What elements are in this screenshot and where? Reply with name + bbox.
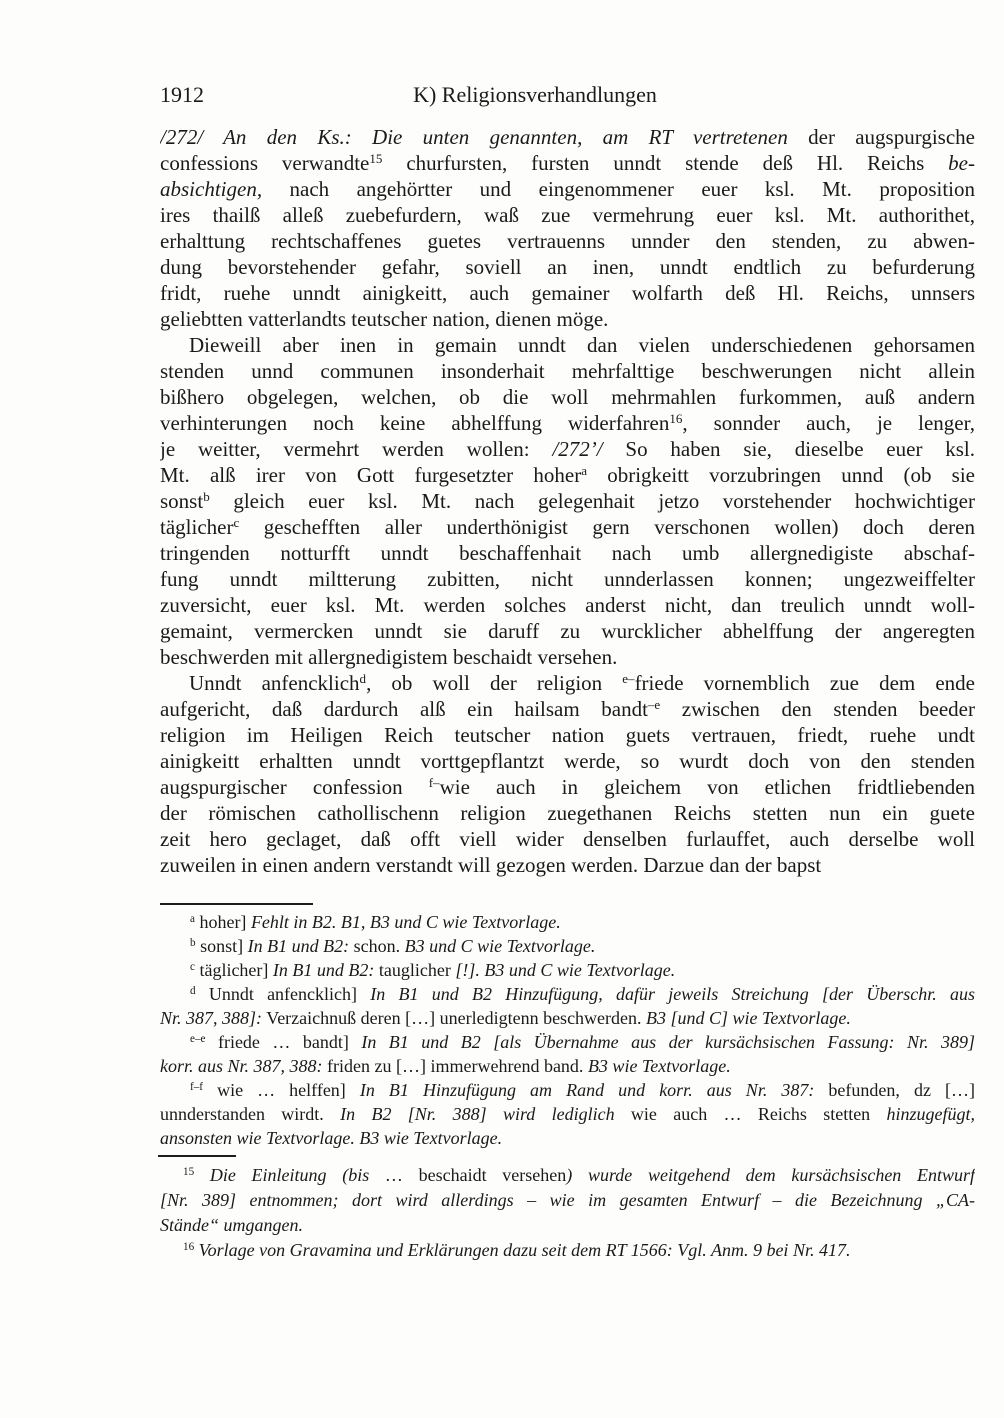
text-segment: der augspurgische	[787, 125, 975, 149]
footnote-line	[160, 1163, 975, 1188]
text-segment: unnderstanden wirdt.	[160, 1104, 341, 1124]
text-segment: , ob woll der religion	[366, 671, 623, 695]
text-segment: In B1 und B2 [als Übernahme aus der kursächsischen Fassung: Nr. 389]	[361, 1032, 975, 1052]
text-segment: zwischen den stenden beeder	[660, 697, 975, 721]
text-segment: schon.	[349, 936, 405, 956]
body-text-line	[160, 618, 975, 644]
text-segment: B3 [und C] wie Textvorlage.	[646, 1008, 851, 1028]
text-segment: Unndt anfencklich]	[195, 984, 371, 1004]
text-segment: In B1 und B2:	[247, 936, 350, 956]
text-segment: nach angehörtter und eingenommener euer ksl. Mt. proposition	[262, 177, 975, 201]
body-text-line	[160, 254, 975, 280]
text-segment: wie auch … Reichs stetten	[614, 1104, 887, 1124]
text-segment: churfursten, fursten unndt stende deß Hl. Reichs	[382, 151, 949, 175]
text-segment: wie auch in gleichem von etlichen fridtliebenden	[439, 775, 975, 799]
footnote-marker: –e	[647, 696, 661, 712]
text-segment: zeit hero geclaget, daß offt viell wider denselben furlauffet, auch derselbe woll	[160, 827, 975, 851]
text-segment: B3 wie Textvorlage.	[587, 1056, 731, 1076]
apparatus-line	[160, 1006, 975, 1030]
paragraph	[160, 124, 975, 332]
footnote-marker: 16	[183, 1240, 195, 1253]
footnote-marker: b	[203, 488, 210, 504]
footnote-marker: f–	[428, 774, 440, 790]
text-segment: der römischen cathollischenn religion zuegethanen Reichs stetten nun ein guete	[160, 801, 975, 825]
text-segment: hoher]	[194, 912, 251, 932]
text-segment: In B1 Hinzufügung am Rand und korr. aus Nr. 387:	[359, 1080, 815, 1100]
text-segment: absichtigen,	[160, 177, 263, 201]
body-text-line	[160, 514, 975, 540]
text-segment: Unndt anfencklich	[189, 671, 360, 695]
text-segment: ansonsten wie Textvorlage. B3 wie Textvorlage.	[160, 1128, 503, 1148]
apparatus-line	[160, 934, 975, 958]
text-segment: tauglicher	[374, 960, 456, 980]
text-segment: Verzaichnuß deren […] unerledigtenn beschwerden.	[262, 1008, 647, 1028]
text-segment: ainigkeitt erhaltten unndt vorttgepflantzt werde, so wurdt doch von den stenden	[160, 749, 975, 773]
text-segment: Die Einleitung (bis	[209, 1165, 370, 1185]
body-text-line	[160, 384, 975, 410]
text-segment: friede … bandt]	[205, 1032, 362, 1052]
text-segment: B3 und C wie Textvorlage.	[404, 936, 596, 956]
body-text-line	[160, 176, 975, 202]
body-text-line	[160, 306, 975, 332]
apparatus-line	[160, 1030, 975, 1054]
page-number: 1912	[160, 82, 204, 107]
text-segment: friede vornemblich zue dem ende	[634, 671, 975, 695]
body-text-line	[160, 540, 975, 566]
main-text-block	[160, 124, 975, 878]
footnote-marker: e–	[622, 670, 635, 686]
footnote-marker: b	[190, 936, 196, 949]
text-segment: Nr. 387, 388]:	[160, 1008, 263, 1028]
body-text-line	[160, 800, 975, 826]
body-text-line	[160, 358, 975, 384]
text-segment: be-	[948, 151, 975, 175]
footnote-separator-rule	[158, 1155, 236, 1157]
text-segment: ) wurde weitgehend dem kursächsischen Entwurf	[566, 1165, 975, 1185]
text-segment: korr. aus Nr. 387, 388:	[160, 1056, 323, 1076]
body-text-line	[160, 722, 975, 748]
text-segment	[194, 1165, 210, 1185]
text-segment: Fehlt in B2. B1, B3 und C wie Textvorlage.	[250, 912, 561, 932]
text-segment: religion im Heiligen Reich teutscher nation guets vertrauen, friedt, ruehe undt	[160, 723, 975, 747]
text-segment: täglicher	[160, 515, 234, 539]
footnote-marker: a	[581, 462, 587, 478]
body-text-line	[160, 670, 975, 696]
running-head: K) Religionsverhandlungen	[413, 82, 657, 107]
text-segment: befunden, dz […]	[814, 1080, 975, 1100]
footnote-marker: 16	[669, 410, 683, 426]
text-segment: confessions verwandte	[160, 151, 370, 175]
body-text-line	[160, 280, 975, 306]
text-segment: zuweilen in einen andern verstandt will gezogen werden. Darzue dan der bapst	[160, 853, 822, 877]
text-segment: /272/ An den Ks.: Die unten genannten, am RT vertretenen	[160, 125, 788, 149]
paragraph	[160, 670, 975, 878]
body-text-line	[160, 748, 975, 774]
text-segment: erhalttung rechtschaffenes guetes vertrauenns unnder den stenden, zu abwen-	[160, 229, 975, 253]
text-segment: [!]. B3 und C wie Textvorlage.	[455, 960, 676, 980]
text-segment: fridt, ruehe unndt ainigkeitt, auch gemainer wolfarth deß Hl. Reichs, unnsers	[160, 281, 975, 305]
footnote-marker: 15	[369, 150, 383, 166]
text-segment: obrigkeitt vorzubringen unnd (ob sie	[587, 463, 975, 487]
text-segment: augspurgischer confession	[160, 775, 429, 799]
apparatus-separator-rule	[160, 903, 313, 905]
text-segment: Dieweill aber inen in gemain unndt dan vielen underschiedenen gehorsamen	[189, 333, 975, 357]
body-text-line	[160, 566, 975, 592]
apparatus-line	[160, 1054, 975, 1078]
text-segment: friden zu […] immerwehrend band.	[322, 1056, 588, 1076]
apparatus-line	[160, 910, 975, 934]
footnote-marker: 15	[183, 1165, 195, 1178]
body-text-line	[160, 150, 975, 176]
apparatus-line	[160, 1078, 975, 1102]
footnote-marker: d	[190, 984, 196, 997]
text-segment: verhinterungen noch keine abhelffung widerfahren	[160, 411, 670, 435]
body-text-line	[160, 332, 975, 358]
apparatus-line	[160, 1102, 975, 1126]
apparatus-line	[160, 958, 975, 982]
text-segment: tringenden notturfft unndt beschaffenhait nach umb allergnedigiste abschaf-	[160, 541, 975, 565]
text-segment: bißhero obgelegen, welchen, ob die woll mehrmahlen furkommen, auß andern	[160, 385, 975, 409]
text-segment: gemaint, vermercken unndt sie daruff zu wurcklicher abhelffung der angeregten	[160, 619, 975, 643]
body-text-line	[160, 410, 975, 436]
body-text-line	[160, 436, 975, 462]
footnote-marker: c	[233, 514, 240, 530]
text-segment: stenden unnd communen insonderhait mehrfalttige beschwerungen nicht allein	[160, 359, 975, 383]
text-segment: dung bevorstehender gefahr, soviell an inen, unndt endtlich zu befurderung	[160, 255, 975, 279]
body-text-line	[160, 696, 975, 722]
body-text-line	[160, 228, 975, 254]
footnote-marker: c	[190, 960, 195, 973]
page-header	[160, 82, 910, 108]
text-segment: ires thailß alleß zuebefurdern, waß zue vermehrung euer ksl. Mt. authorithet,	[160, 203, 975, 227]
body-text-line	[160, 852, 975, 878]
text-segment: gleich euer ksl. Mt. nach gelegenhait jetzo vorstehender hochwichtiger	[209, 489, 975, 513]
footnote-line	[160, 1213, 975, 1238]
text-segment: geschefften aller underthönigist gern verschonen wollen) doch deren	[239, 515, 975, 539]
body-text-line	[160, 826, 975, 852]
footnote-marker: e–e	[190, 1032, 206, 1045]
footnote-marker: a	[190, 912, 195, 925]
body-text-line	[160, 774, 975, 800]
critical-apparatus-notes	[160, 910, 975, 1150]
text-segment: In B1 und B2 Hinzufügung, dafür jeweils Streichung [der Überschr. aus	[370, 984, 975, 1004]
text-segment: wie … helffen]	[203, 1080, 360, 1100]
text-segment: fung unndt miltterung zubitten, nicht unnderlassen konnen; ungezweiffelter	[160, 567, 975, 591]
text-segment: /272’/	[552, 437, 603, 461]
text-segment: [Nr. 389] entnommen; dort wird allerdings – wie im gesamten Entwurf – die Bezeichnung „CA-	[160, 1190, 975, 1210]
text-segment: aufgericht, daß dardurch alß ein hailsam bandt	[160, 697, 648, 721]
numbered-footnotes	[160, 1163, 975, 1263]
text-segment: hinzugefügt,	[886, 1104, 975, 1124]
body-text-line	[160, 462, 975, 488]
footnote-marker: f–f	[190, 1080, 204, 1093]
text-segment: täglicher]	[194, 960, 273, 980]
text-segment: zuversicht, euer ksl. Mt. werden solches anderst nicht, dan treulich unndt woll-	[160, 593, 975, 617]
text-segment: sonst]	[195, 936, 248, 956]
paragraph	[160, 332, 975, 670]
text-segment: Stände“ umgangen.	[160, 1215, 303, 1235]
text-segment: beschwerden mit allergnedigistem beschaidt versehen.	[160, 645, 618, 669]
text-segment: … beschaidt versehen	[369, 1165, 567, 1185]
text-segment: Vorlage von Gravamina und Erklärungen dazu seit dem RT 1566: Vgl. Anm. 9 bei Nr. 417.	[198, 1240, 851, 1260]
text-segment: je weitter, vermehrt werden wollen:	[160, 437, 553, 461]
apparatus-line	[160, 1126, 975, 1150]
body-text-line	[160, 202, 975, 228]
body-text-line	[160, 124, 975, 150]
body-text-line	[160, 644, 975, 670]
body-text-line	[160, 488, 975, 514]
text-segment: sonst	[160, 489, 204, 513]
body-text-line	[160, 592, 975, 618]
footnote-marker: d	[359, 670, 367, 686]
apparatus-line	[160, 982, 975, 1006]
text-segment: , sonnder auch, je lenger,	[682, 411, 975, 435]
footnote-line	[160, 1238, 975, 1263]
text-segment: Mt. alß irer von Gott furgesetzter hoher	[160, 463, 582, 487]
text-segment: In B1 und B2:	[272, 960, 375, 980]
text-segment: So haben sie, dieselbe euer ksl.	[602, 437, 975, 461]
text-segment: geliebtten vatterlandts teutscher nation, dienen möge.	[160, 307, 609, 331]
footnote-line	[160, 1188, 975, 1213]
text-segment: In B2 [Nr. 388] wird lediglich	[340, 1104, 615, 1124]
